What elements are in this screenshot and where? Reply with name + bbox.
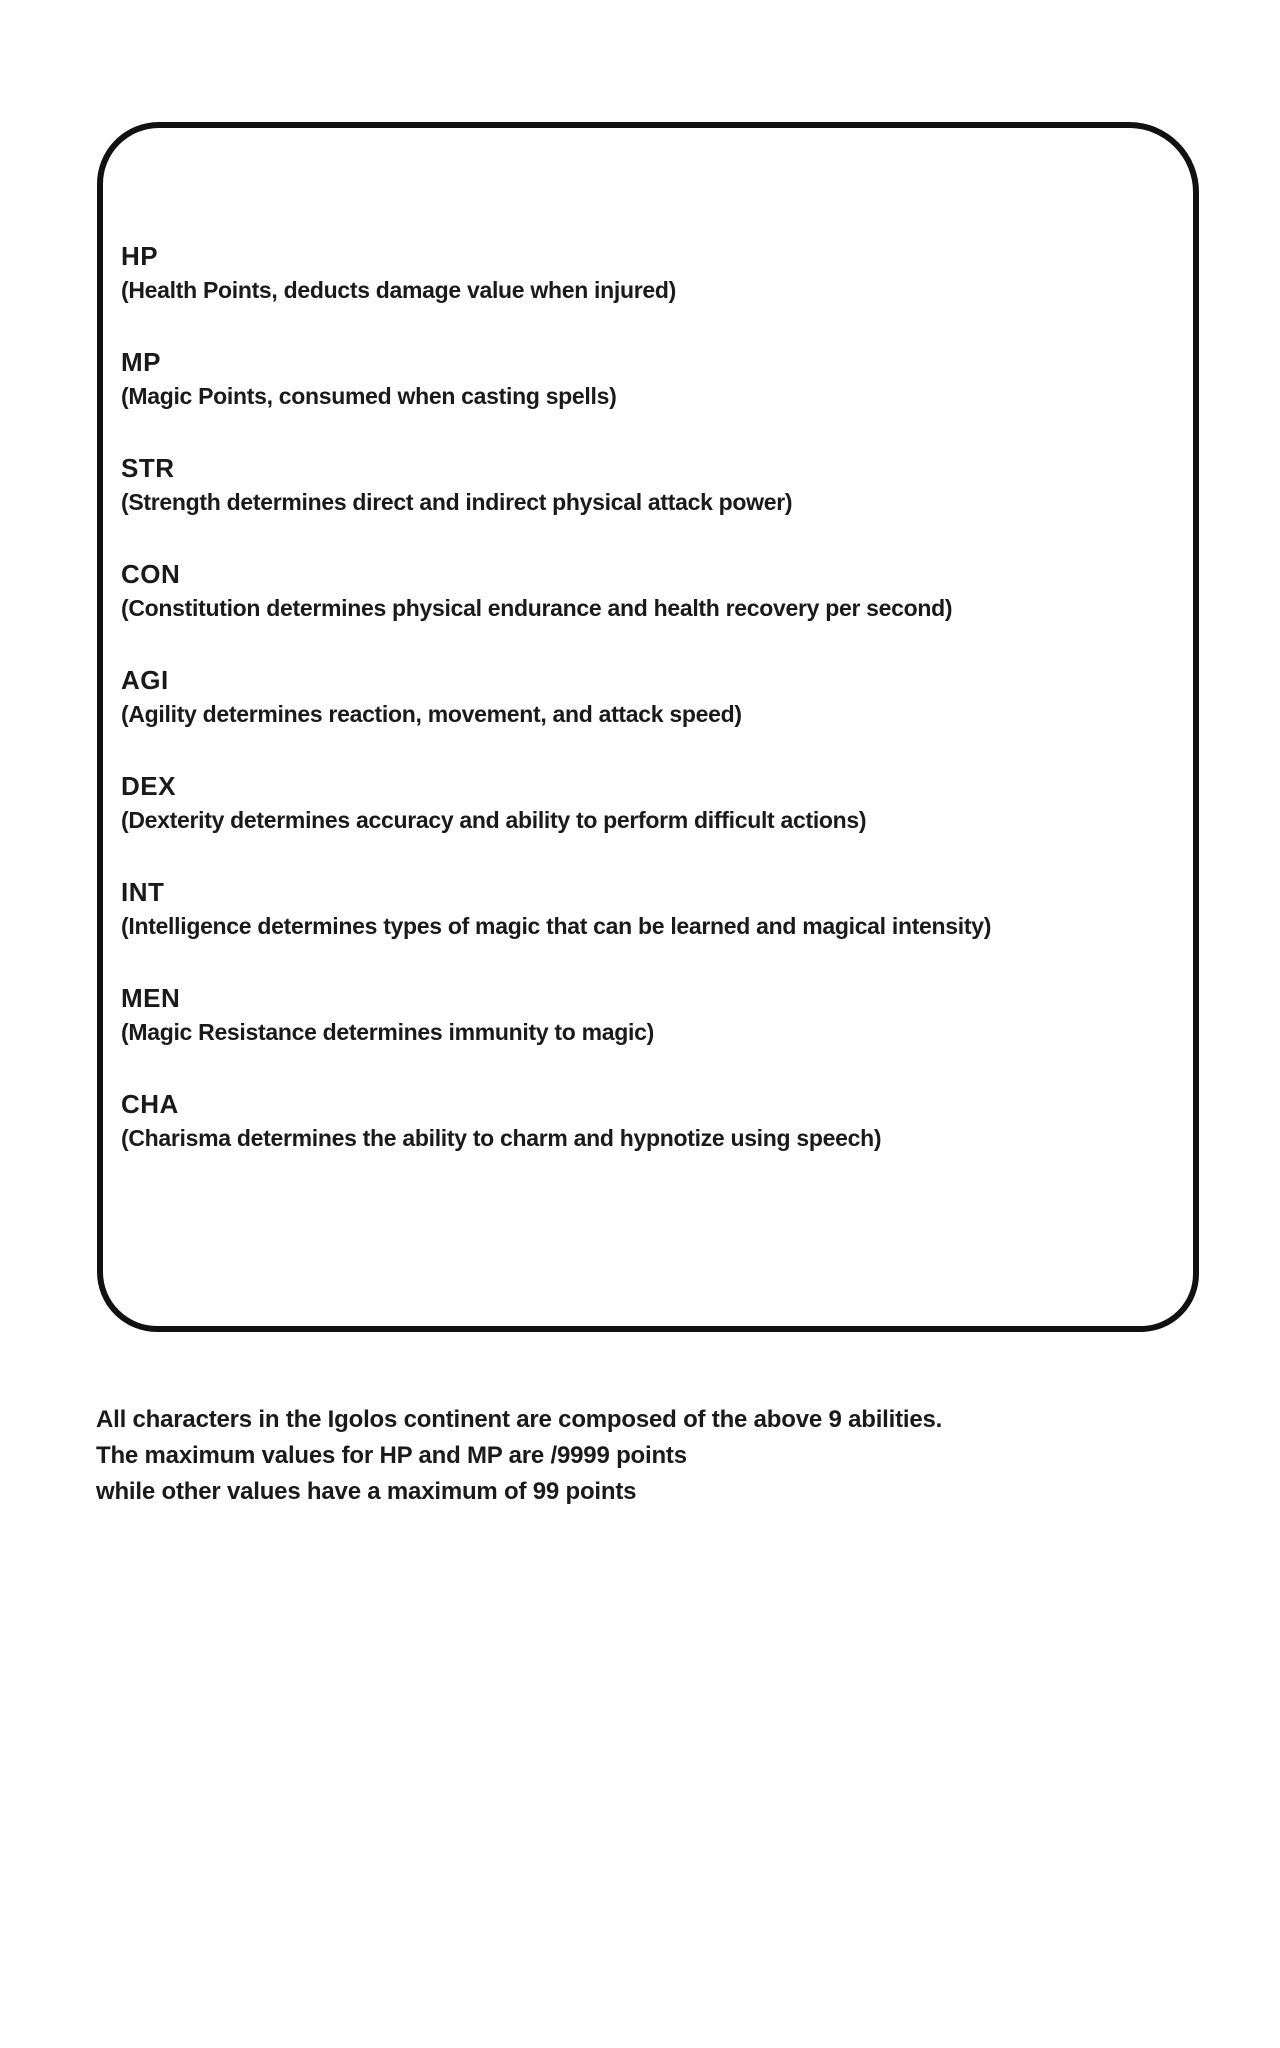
footnote-line-2: The maximum values for HP and MP are /9999 points: [96, 1442, 687, 1469]
stat-block-men: [121, 982, 1179, 1049]
stat-block-hp: [121, 240, 1179, 307]
stat-desc-men: (Magic Resistance determines immunity to magic): [121, 1019, 654, 1045]
stat-block-agi: [121, 664, 1179, 731]
stat-block-mp: [121, 346, 1179, 413]
stat-desc-agi: (Agility determines reaction, movement, and attack speed): [121, 701, 742, 727]
stat-block-int: [121, 876, 1179, 943]
stat-desc-str: (Strength determines direct and indirect physical attack power): [121, 489, 793, 515]
footnote: [96, 1402, 1196, 1510]
stat-abbr-mp: MP: [121, 347, 161, 377]
stat-block-str: [121, 452, 1179, 519]
footnote-line-1: All characters in the Igolos continent are composed of the above 9 abilities.: [96, 1406, 943, 1433]
stat-abbr-hp: HP: [121, 241, 159, 271]
stat-desc-hp: (Health Points, deducts damage value when injured): [121, 277, 676, 303]
stat-abbr-con: CON: [121, 559, 181, 589]
stat-abbr-dex: DEX: [121, 771, 176, 801]
stat-block-dex: [121, 770, 1179, 837]
stat-abbr-str: STR: [121, 453, 175, 483]
stat-block-cha: [121, 1088, 1179, 1155]
stat-abbr-int: INT: [121, 877, 165, 907]
stat-abbr-agi: AGI: [121, 665, 169, 695]
stat-desc-con: (Constitution determines physical endurance and health recovery per second): [121, 595, 953, 621]
stat-abbr-cha: CHA: [121, 1089, 179, 1119]
stat-abbr-men: MEN: [121, 983, 181, 1013]
stat-desc-dex: (Dexterity determines accuracy and ability to perform difficult actions): [121, 807, 867, 833]
stat-block-con: [121, 558, 1179, 625]
stat-desc-cha: (Charisma determines the ability to charm and hypnotize using speech): [121, 1125, 882, 1151]
footnote-line-3: while other values have a maximum of 99 points: [96, 1478, 637, 1505]
ability-descriptions-panel: [97, 122, 1199, 1332]
stat-desc-int: (Intelligence determines types of magic that can be learned and magical intensity): [121, 913, 992, 939]
stat-desc-mp: (Magic Points, consumed when casting spells): [121, 383, 617, 409]
